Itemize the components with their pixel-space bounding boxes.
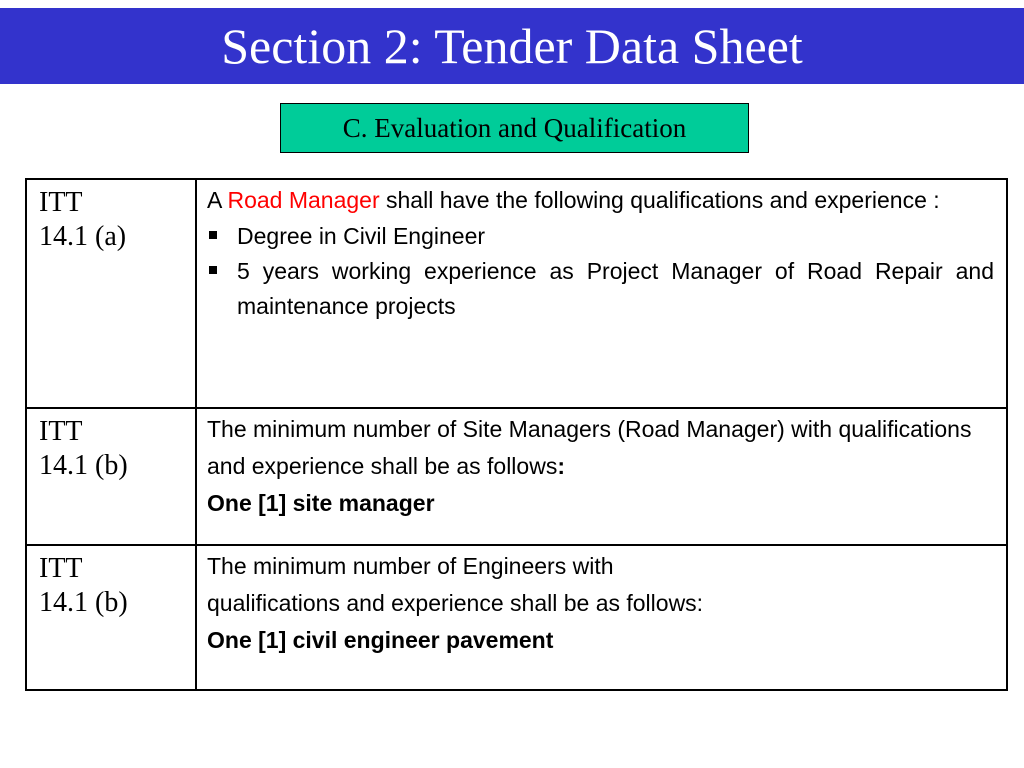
bullet-text: 5 years working experience as Project Manager of Road Repair and maintenance projects (237, 258, 994, 319)
requirement-text-line: qualifications and experience shall be as follows: (207, 590, 704, 616)
requirement-answer: One [1] civil engineer pavement (207, 627, 554, 653)
list-item (207, 219, 994, 254)
table-row (26, 408, 1007, 545)
list-item (207, 254, 994, 324)
itt-clause: 14.1 (a) (39, 221, 127, 252)
slide-title: Section 2: Tender Data Sheet (221, 18, 803, 74)
requirement-colon: : (557, 453, 565, 479)
tender-data-table (25, 178, 1008, 691)
description-cell (196, 179, 1007, 408)
requirement-text (207, 411, 994, 485)
qualification-intro (207, 182, 994, 219)
qualification-list (207, 219, 994, 324)
description-cell (196, 408, 1007, 545)
itt-label: ITT (39, 553, 83, 584)
intro-suffix: shall have the following qualifications and experience : (379, 187, 940, 213)
requirement-body: The minimum number of Site Managers (Road Manager) with qualifications and experience shall be as follows (207, 416, 972, 479)
itt-reference-cell (26, 545, 196, 690)
table-row (26, 545, 1007, 690)
road-manager-highlight: Road Manager (227, 187, 380, 213)
intro-prefix: A (207, 187, 228, 213)
section-subtitle: C. Evaluation and Qualification (280, 103, 749, 153)
itt-clause: 14.1 (b) (39, 450, 128, 481)
itt-label: ITT (39, 187, 83, 218)
itt-clause: 14.1 (b) (39, 587, 128, 618)
requirement-answer: One [1] site manager (207, 490, 435, 516)
itt-reference-cell (26, 179, 196, 408)
description-cell (196, 545, 1007, 690)
bullet-text: Degree in Civil Engineer (237, 223, 486, 249)
requirement-text-line: The minimum number of Engineers with (207, 553, 614, 579)
itt-label: ITT (39, 416, 83, 447)
itt-reference-cell (26, 408, 196, 545)
square-bullet-icon (209, 266, 217, 274)
table-row (26, 179, 1007, 408)
square-bullet-icon (209, 231, 217, 239)
